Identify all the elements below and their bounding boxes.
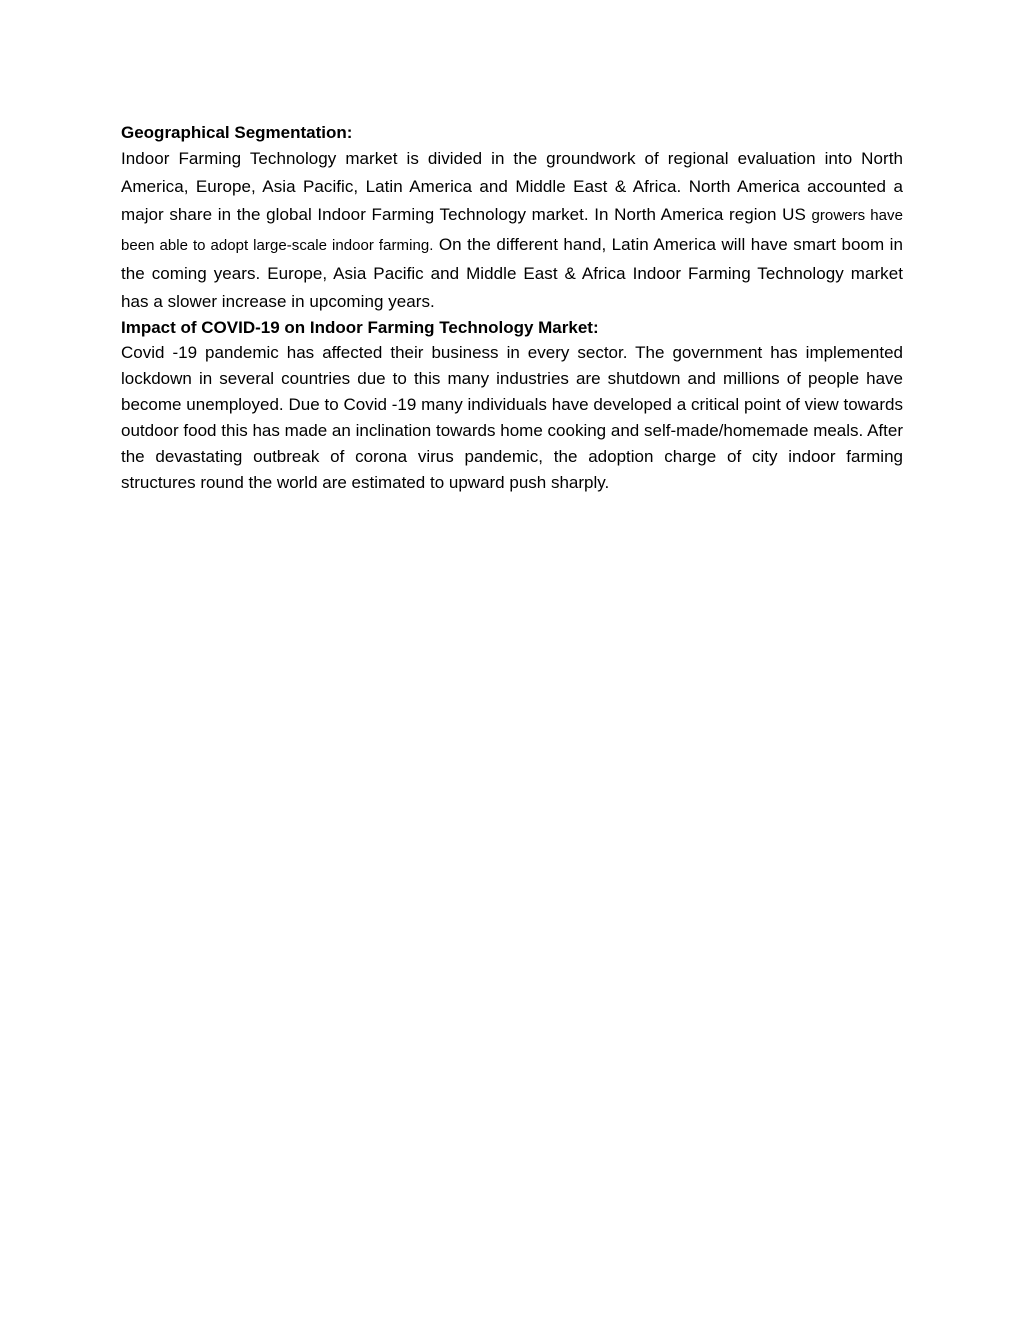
geographical-segmentation-paragraph [121, 145, 903, 316]
geographical-segmentation-heading: Geographical Segmentation: [121, 123, 353, 142]
geographical-paragraph-part-2: growers have been able to adopt large-scale indoor farming. [121, 207, 903, 254]
geographical-paragraph-part-1: Indoor Farming Technology market is divided in the groundwork of regional evaluation into North America, Europe, Asia Pacific, Latin America and Middle East & Africa. North America accounted a major share in the global Indoor Farming Technology market. In North America region US [121, 149, 903, 225]
covid-impact-paragraph: Covid -19 pandemic has affected their business in every sector. The government has implemented lockdown in several countries due to this many industries are shutdown and millions of people have become unemployed. Due to Covid -19 many individuals have developed a critical point of view towards outdoor food this has made an inclination towards home cooking and self-made/homemade meals. After the devastating outbreak of corona virus pandemic, the adoption charge of city indoor farming structures round the world are estimated to upward push sharply. [121, 343, 903, 493]
document-content [121, 121, 903, 496]
covid-impact-heading: Impact of COVID-19 on Indoor Farming Technology Market: [121, 318, 599, 338]
geographical-paragraph-part-3: On the different hand, Latin America will have smart boom in the coming years. Europe, Asia Pacific and Middle East & Africa Indoor Farming Technology market has a slower increase in upcoming years. [121, 234, 903, 312]
